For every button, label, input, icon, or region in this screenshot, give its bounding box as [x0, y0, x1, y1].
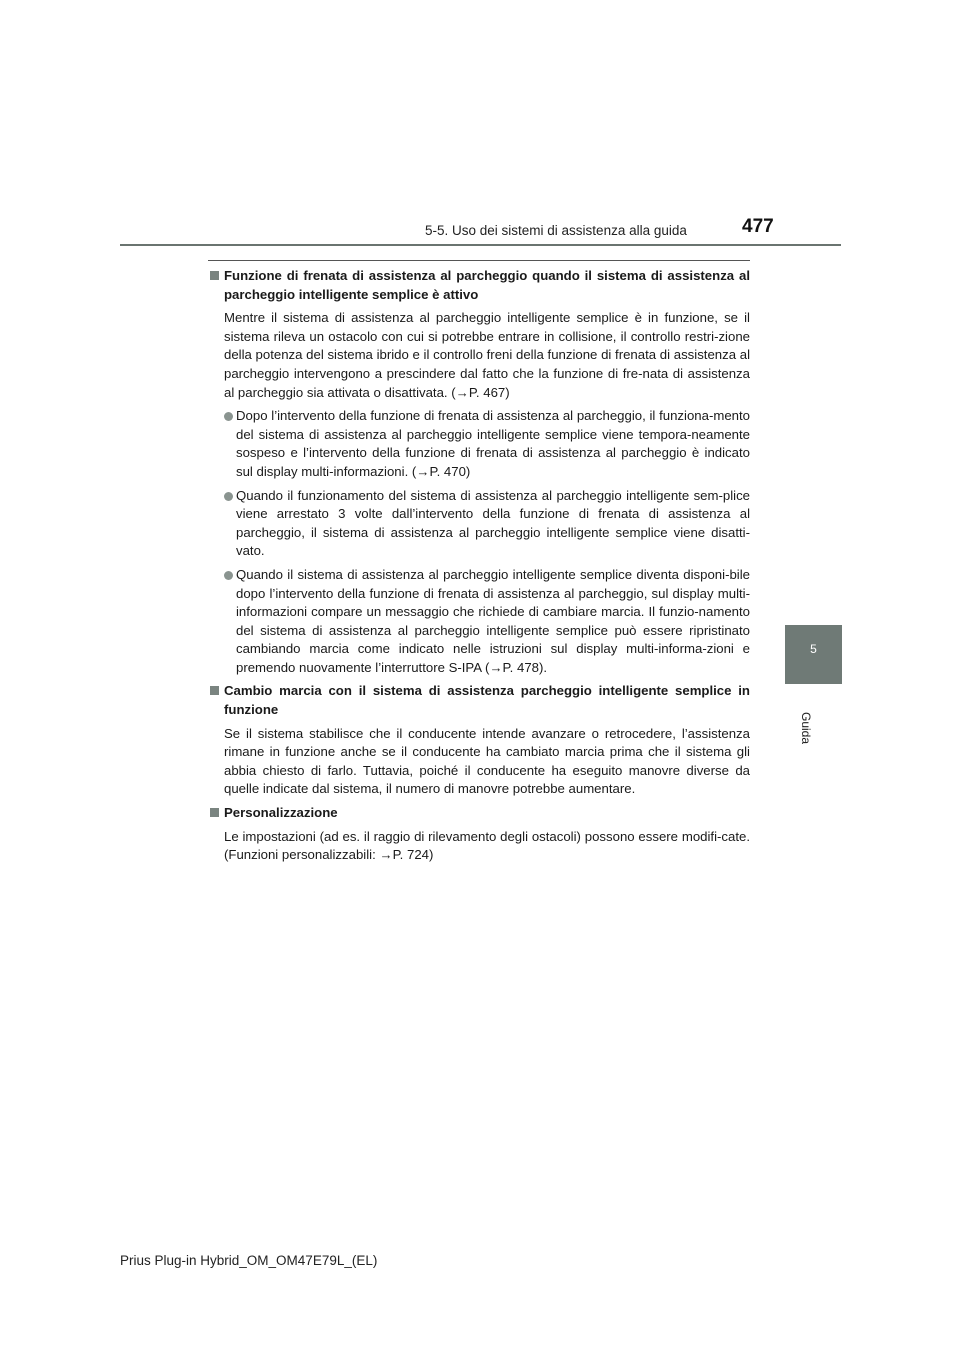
section-title: Personalizzazione — [224, 805, 338, 821]
section-paragraph: Mentre il sistema di assistenza al parcheggio intelligente semplice è in funzione, se il sistema rileva un ostacolo con cui si potrebbe entrare in collisione, il controllo restri-zione della potenza del sistema ibrido e il controllo freni della funzione di frenata di assistenza al parcheggio intervengono a prescindere dal fatto che la funzione di fre-nata di assistenza al parcheggio sia attivata o disattivata. (→P. 467) — [224, 310, 750, 400]
chapter-tab — [785, 625, 842, 684]
section-title: Cambio marcia con il sistema di assistenza parcheggio intelligente semplice in funzione — [224, 683, 750, 718]
page-number: 477 — [742, 216, 774, 237]
section-paragraph: Le impostazioni (ad es. il raggio di rilevamento degli ostacoli) possono essere modifi-cate. (Funzioni personalizzabili: →P. 724) — [224, 828, 750, 863]
circle-bullet-icon — [224, 571, 233, 580]
header-section-title: 5-5. Uso dei sistemi di assistenza alla guida — [425, 223, 687, 238]
section-parking-brake-assist — [210, 267, 750, 677]
square-bullet-icon — [210, 808, 219, 817]
list-item-text: Quando il sistema di assistenza al parcheggio intelligente semplice diventa disponi-bile dopo l’intervento della funzione di frenata di assistenza al parcheggio, sul display multi-informazioni compare un messaggio che richiede di cambiare marcia. Il funzio-namento del sistema di assistenza al parcheggio intelligente semplice può essere ripristinato cambiando marcia come indicato nelle istruzioni sul display multi-informa-zioni e premendo nuovamente l’interruttore S-IPA (→P. 478). — [236, 566, 750, 675]
chapter-number: 5 — [810, 642, 817, 656]
footer-document-id: Prius Plug-in Hybrid_OM_OM47E79L_(EL) — [120, 1253, 378, 1268]
square-bullet-icon — [210, 271, 219, 280]
section-title: Funzione di frenata di assistenza al parcheggio quando il sistema di assistenza al parcheggio intelligente semplice è attivo — [224, 268, 750, 302]
header-divider — [120, 244, 841, 246]
chapter-label: Guida — [799, 712, 813, 745]
list-item — [224, 407, 750, 481]
circle-bullet-icon — [224, 412, 233, 421]
list-item — [224, 487, 750, 561]
list-item — [224, 566, 750, 678]
square-bullet-icon — [210, 686, 219, 695]
list-item-text: Quando il funzionamento del sistema di assistenza al parcheggio intelligente sem-plice viene arrestato 3 volte dall’intervento della funzione di frenata di assistenza al parcheggio, il sistema di assistenza al parcheggio intelligente semplice viene disatti-vato. — [236, 487, 750, 559]
list-item-text: Dopo l’intervento della funzione di frenata di assistenza al parcheggio, il funziona-mento del sistema di assistenza al parcheggio intelligente semplice viene tempora-neamente sospeso e l’intervento della funzione di frenata di assistenza al parcheggio è indicato sul display multi-informazioni. (→P. 470) — [236, 408, 750, 479]
section-customization — [210, 804, 750, 865]
circle-bullet-icon — [224, 492, 233, 501]
section-paragraph: Se il sistema stabilisce che il conducente intende avanzare o retrocedere, l’assistenza rimane in funzione anche se il conducente ha cambiato marcia prima che il sistema gli abbia chiesto di farlo. Tuttavia, poiché il conducente ha eseguito manovre diverse da quelle indicate dal sistema, il numero di manovre potrebbe aumentare. — [224, 725, 750, 797]
page-content — [210, 267, 750, 870]
content-divider — [208, 260, 750, 261]
section-gear-change — [210, 682, 750, 799]
